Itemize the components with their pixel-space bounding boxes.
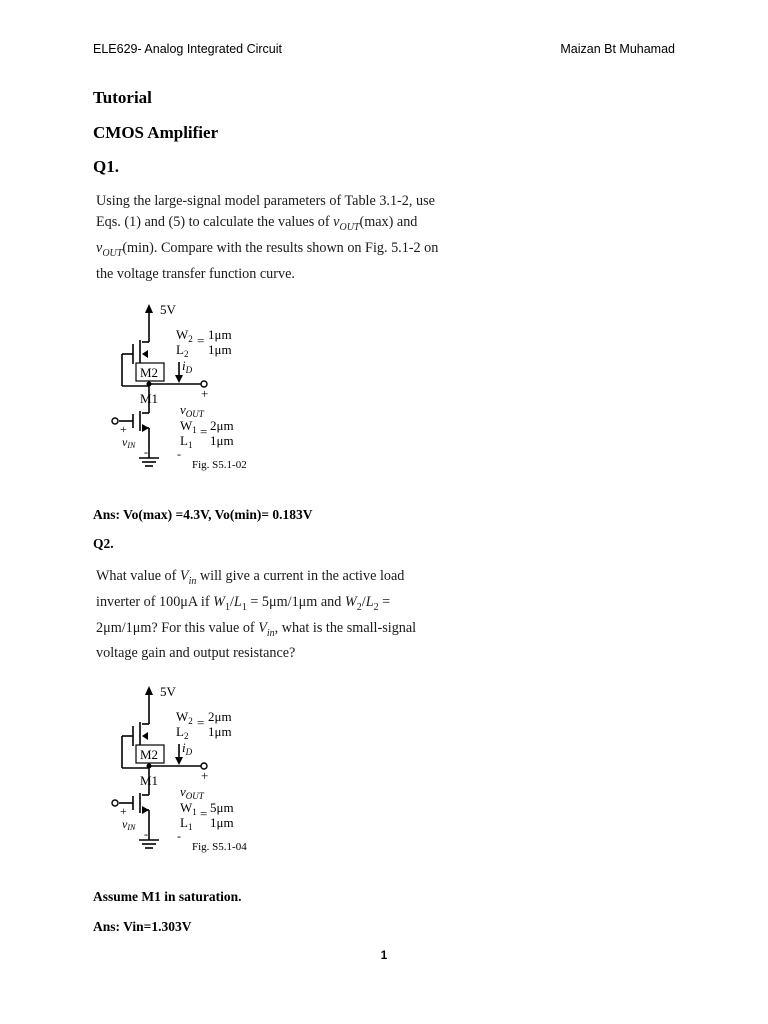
svg-text:vOUT: $v_{OUT}$ <box>180 402 204 419</box>
q1-circuit-figure <box>104 300 294 480</box>
q2-answer: Ans: Vin=1.303V <box>93 919 192 934</box>
svg-text:-: - <box>177 829 181 843</box>
svg-text:5μm: 5μm <box>210 800 234 815</box>
svg-text:=: = <box>197 333 205 348</box>
svg-text:-: - <box>144 827 148 841</box>
svg-text:L2: $L_2$ <box>176 342 189 359</box>
header-author: Maizan Bt Muhamad <box>560 42 675 56</box>
supply-label: 5V <box>160 302 176 317</box>
svg-text:+: + <box>120 804 127 818</box>
q1-text: Using the large-signal model parameters of Table 3.1-2, use Eqs. (1) and (5) to calculate the values of $v_{OUT}(\max)$ and $v_{OUT}(\min)$. Compare with the results shown on Fig. 5.1-2 on the voltage transfer function curve. <box>96 193 439 282</box>
q2-label: Q2. <box>93 536 114 551</box>
page-number: 1 <box>380 948 388 962</box>
svg-text:-: - <box>144 445 148 459</box>
q2-assumption: Assume M1 in saturation. <box>93 889 242 904</box>
q1-answer: Ans: Vo(max) =4.3V, Vo(min)= 0.183V <box>93 507 313 522</box>
svg-text:=: = <box>197 715 205 730</box>
svg-text:1μm: 1μm <box>208 327 232 342</box>
q2-circuit-figure <box>104 682 294 862</box>
svg-text:W1: $W_1$ <box>180 418 197 435</box>
svg-text:=: = <box>200 806 208 821</box>
m1-label: M1 <box>140 773 159 788</box>
svg-text:-: - <box>177 447 181 461</box>
q2-text: What value of $V_{in}$ will give a current in the active load inverter of 100μA if $W_1/L_1 = 5\mu m/1\mu m$ and $W_2/L_2$ = 2μm/1μm? For this value of $V_{in}$, what is the small-signal voltage gain and output resistance? <box>96 568 417 662</box>
page-subtitle: CMOS Amplifier <box>93 123 219 142</box>
svg-text:1μm: 1μm <box>210 815 234 830</box>
svg-text:2μm: 2μm <box>208 709 232 724</box>
svg-text:vOUT: $v_{OUT}$ <box>180 784 204 801</box>
q1-label: Q1. <box>93 157 119 176</box>
svg-text:W2: $W_2$ <box>176 327 193 344</box>
svg-text:=: = <box>200 424 208 439</box>
svg-text:vIN: vIN <box>122 435 136 450</box>
header-course: ELE629- Analog Integrated Circuit <box>93 42 283 56</box>
svg-text:2μm: 2μm <box>210 418 234 433</box>
svg-text:W2: $W_2$ <box>176 709 193 726</box>
m1-label: M1 <box>140 391 159 406</box>
svg-text:L2: $L_2$ <box>176 724 189 741</box>
svg-text:L1: $L_1$ <box>180 815 193 832</box>
svg-text:iD: $i_D$ <box>182 740 193 757</box>
svg-text:L1: $L_1$ <box>180 433 193 450</box>
supply-label: 5V <box>160 684 176 699</box>
page-title: Tutorial <box>93 88 152 107</box>
svg-text:1μm: 1μm <box>210 433 234 448</box>
m2-label: M2 <box>140 747 159 762</box>
svg-text:+: + <box>201 386 209 401</box>
figure-caption: Fig. S5.1-02 <box>192 459 247 471</box>
svg-text:1μm: 1μm <box>208 342 232 357</box>
svg-text:+: + <box>120 422 127 436</box>
svg-text:iD: $i_D$ <box>182 358 193 375</box>
svg-text:1μm: 1μm <box>208 724 232 739</box>
figure-caption: Fig. S5.1-04 <box>192 841 247 853</box>
svg-text:vIN: vIN <box>122 817 136 832</box>
m2-label: M2 <box>140 365 159 380</box>
svg-text:+: + <box>201 768 209 783</box>
svg-text:W1: $W_1$ <box>180 800 197 817</box>
